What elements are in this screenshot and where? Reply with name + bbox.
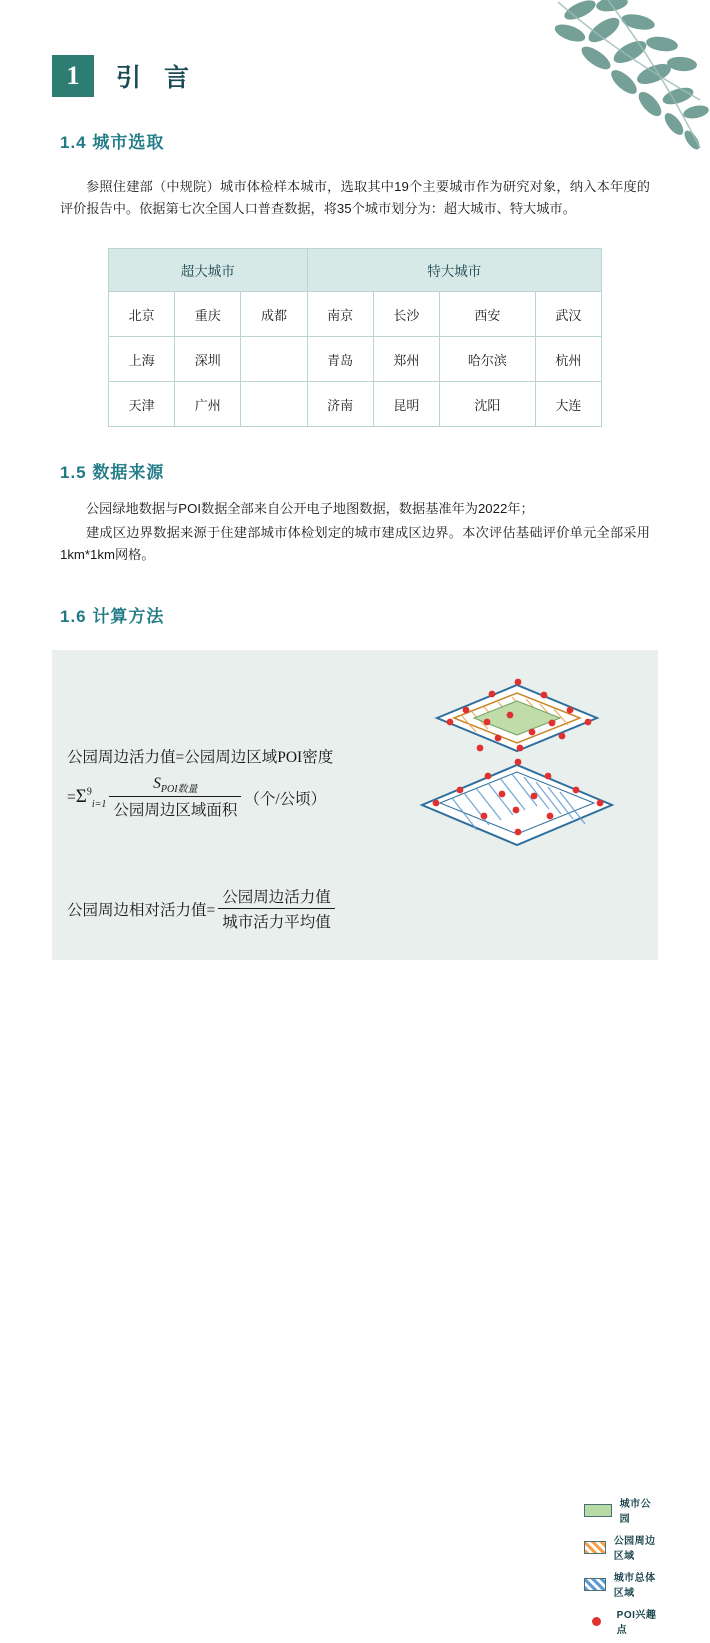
park-vitality-diagram (392, 670, 642, 850)
leaf-decoration-icon (550, 0, 710, 155)
table-cell: 南京 (307, 292, 373, 337)
city-classification-table (108, 248, 602, 427)
table-cell: 成都 (241, 292, 307, 337)
chapter-header (52, 55, 197, 97)
chapter-number-badge: 1 (52, 55, 94, 97)
formula-relative-vitality (67, 885, 338, 932)
table-cell: 昆明 (373, 382, 439, 427)
legend-item (584, 1532, 658, 1562)
legend-label: POI兴趣点 (616, 1610, 657, 1636)
table-cell: 重庆 (175, 292, 241, 337)
summation-symbol: $\Sigma^9_{i=1}$ (75, 785, 107, 810)
section-heading-1-6: 1.6 计算方法 (60, 607, 165, 626)
formula-vitality (67, 745, 333, 820)
table-header-megacity: 超大城市 (109, 249, 308, 292)
table-cell: 济南 (307, 382, 373, 427)
table-cell: 天津 (109, 382, 175, 427)
section-1-4-paragraph: 参照住建部（中规院）城市体检样本城市，选取其中19个主要城市作为研究对象，纳入本年度的评价报告中。依据第七次全国人口普查数据，将35个城市划分为：超大城市、特大城市。 (60, 179, 650, 216)
numerator-symbol: S (153, 775, 161, 792)
table-cell: 大连 (535, 382, 601, 427)
section-1-5-paragraph-2: 建成区边界数据来源于住建部城市体检划定的城市建成区边界。本次评估基础评价单元全部采用1km*1km网格。 (60, 525, 650, 562)
table-row (109, 292, 602, 337)
table-cell: 武汉 (535, 292, 601, 337)
table-cell: 郑州 (373, 337, 439, 382)
table-cell: 西安 (439, 292, 535, 337)
poi-dot-icon (584, 1615, 609, 1628)
table-cell: 哈尔滨 (439, 337, 535, 382)
chapter-title: 引 言 (116, 64, 197, 92)
section-heading-1-5: 1.5 数据来源 (60, 463, 165, 482)
table-header-row (109, 249, 602, 292)
city-swatch-icon (584, 1578, 606, 1591)
around-swatch-icon (584, 1541, 606, 1554)
legend-label: 城市公园 (619, 1499, 652, 1525)
table-row (109, 337, 602, 382)
formula-relative-lead: 公园周边相对活力值= (67, 901, 216, 919)
table-cell: 广州 (175, 382, 241, 427)
legend-label: 公园周边区域 (613, 1536, 656, 1562)
formula-relative-numerator: 公园周边活力值 (218, 885, 335, 909)
formula-unit: （个/公顷） (244, 790, 327, 808)
park-swatch-icon (584, 1504, 612, 1517)
sigma-lower-limit: i=1 (91, 798, 107, 810)
legend-item (584, 1569, 658, 1599)
table-cell: 青岛 (307, 337, 373, 382)
legend-item (584, 1606, 658, 1636)
formula-fraction (109, 775, 241, 820)
table-cell: 深圳 (175, 337, 241, 382)
formula-denominator: 公园周边区域面积 (113, 802, 238, 820)
table-cell: 长沙 (373, 292, 439, 337)
table-header-supercity: 特大城市 (307, 249, 601, 292)
formula-relative-denominator: 城市活力平均值 (222, 914, 331, 931)
legend-label: 城市总体区域 (613, 1573, 656, 1599)
sigma-upper-limit: 9 (86, 786, 92, 798)
table-row (109, 382, 602, 427)
section-heading-1-4: 1.4 城市选取 (60, 133, 165, 152)
section-1-5-paragraph-1: 公园绿地数据与POI数据全部来自公开电子地图数据，数据基准年为2022年； (86, 501, 534, 516)
table-cell: 杭州 (535, 337, 601, 382)
formula-equals: = (67, 788, 76, 806)
numerator-subscript: POI数量 (160, 784, 198, 796)
formula-vitality-lead: 公园周边活力值=公园周边区域POI密度 (67, 749, 334, 766)
calculation-method-panel (52, 650, 658, 1636)
table-cell: 沈阳 (439, 382, 535, 427)
legend-item (584, 1495, 658, 1525)
table-cell-empty (241, 337, 307, 382)
table-cell-empty (241, 382, 307, 427)
diagram-legend (584, 1495, 658, 1643)
table-cell: 北京 (109, 292, 175, 337)
formula-numerator (109, 775, 241, 797)
table-cell: 上海 (109, 337, 175, 382)
formula-relative-fraction (218, 885, 335, 932)
